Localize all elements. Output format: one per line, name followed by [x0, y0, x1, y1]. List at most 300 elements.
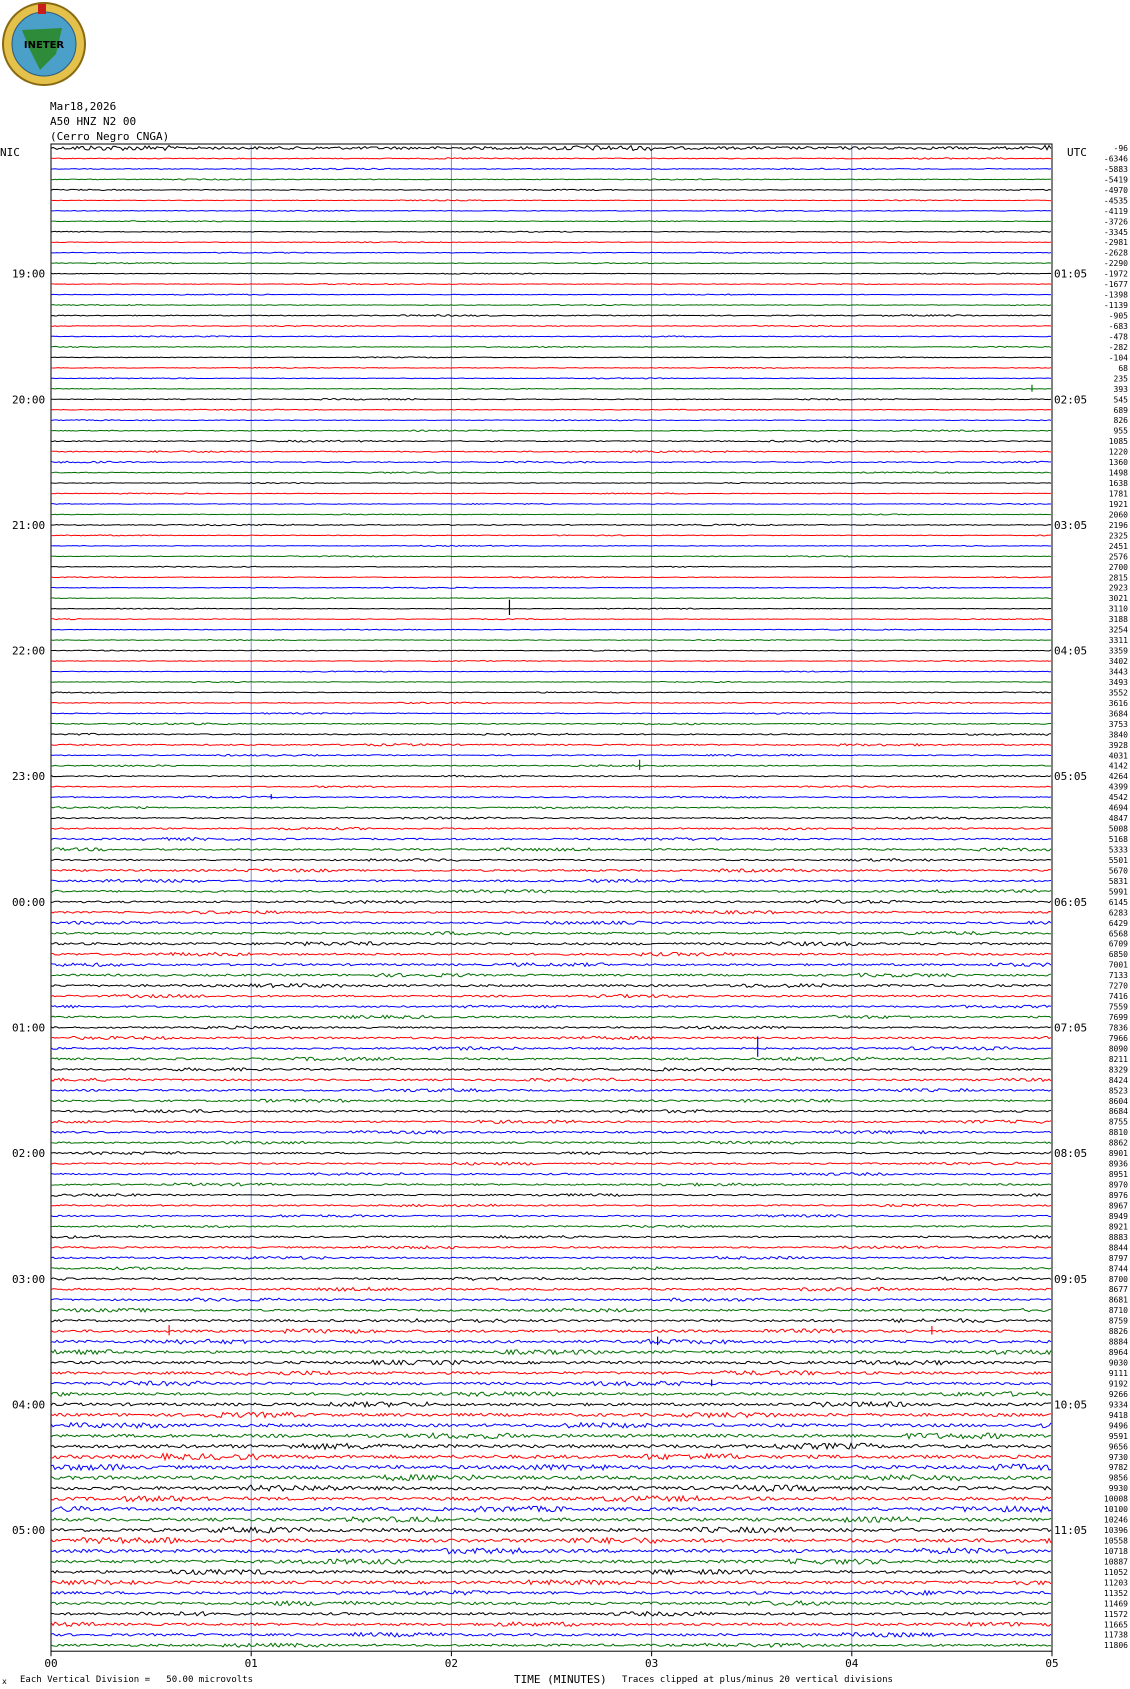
- seismic-trace: [51, 723, 1051, 725]
- trace-offset-label: 6850: [1108, 950, 1128, 960]
- trace-offset-label: 8090: [1108, 1044, 1128, 1054]
- trace-offset-label: -1139: [1103, 301, 1128, 311]
- right-time-label: 06:05: [1054, 895, 1088, 909]
- station-label: (Cerro Negro CNGA): [50, 130, 170, 143]
- trace-offset-label: 2923: [1108, 583, 1128, 593]
- trace-offset-label: 8604: [1108, 1096, 1128, 1106]
- seismic-trace: [51, 1235, 1051, 1238]
- seismic-trace: [51, 210, 1051, 211]
- trace-offset-label: 9111: [1108, 1368, 1128, 1378]
- seismic-trace: [51, 388, 1051, 389]
- trace-offset-label: 1921: [1108, 499, 1128, 509]
- trace-offset-label: 11665: [1103, 1620, 1128, 1630]
- trace-offset-label: 689: [1113, 405, 1128, 415]
- right-time-label: 01:05: [1054, 267, 1088, 281]
- trace-offset-label: 3110: [1108, 604, 1128, 614]
- trace-offset-label: 8862: [1108, 1138, 1128, 1148]
- trace-offset-label: 3254: [1108, 625, 1128, 635]
- seismic-trace: [51, 775, 1051, 777]
- right-time-label: 05:05: [1054, 770, 1088, 784]
- seismic-trace: [51, 1506, 1051, 1512]
- trace-offset-label: 6429: [1108, 918, 1128, 928]
- seismic-trace: [51, 263, 1051, 264]
- seismic-trace: [51, 796, 1051, 798]
- trace-offset-label: 9856: [1108, 1473, 1128, 1483]
- trace-offset-label: 8826: [1108, 1327, 1128, 1337]
- seismic-trace: [51, 900, 1051, 903]
- trace-offset-label: 9591: [1108, 1431, 1128, 1441]
- trace-offset-label: 1638: [1108, 479, 1128, 489]
- seismic-trace: [51, 273, 1051, 274]
- seismic-trace: [51, 1622, 1051, 1626]
- seismic-trace: [51, 817, 1051, 819]
- trace-offset-label: 8964: [1108, 1348, 1128, 1358]
- trace-offset-label: 4031: [1108, 751, 1128, 761]
- seismic-trace: [51, 189, 1051, 190]
- seismic-trace: [51, 754, 1051, 756]
- trace-offset-label: 8677: [1108, 1285, 1128, 1295]
- left-time-label: 03:00: [12, 1272, 46, 1286]
- seismic-trace: [51, 827, 1051, 829]
- trace-offset-label: 11806: [1103, 1641, 1128, 1651]
- seismic-trace: [51, 1089, 1051, 1092]
- trace-offset-label: 2325: [1108, 531, 1128, 541]
- seismic-trace: [51, 1570, 1051, 1575]
- trace-offset-label: -1398: [1103, 290, 1128, 300]
- left-time-label: 23:00: [12, 770, 46, 784]
- trace-offset-label: -905: [1108, 311, 1128, 321]
- trace-offset-label: 8970: [1108, 1180, 1128, 1190]
- seismic-trace: [51, 1402, 1051, 1407]
- left-time-label: 21:00: [12, 518, 46, 532]
- seismic-trace: [51, 1162, 1051, 1165]
- trace-offset-label: 6709: [1108, 939, 1128, 949]
- seismic-trace: [51, 1601, 1051, 1605]
- trace-offset-label: 7966: [1108, 1033, 1128, 1043]
- seismic-trace: [51, 1360, 1051, 1365]
- seismic-trace: [51, 786, 1051, 788]
- clip-note: Traces clipped at plus/minus 20 vertical divisions: [622, 1675, 893, 1685]
- trace-offset-label: 4142: [1108, 761, 1128, 771]
- seismic-trace: [51, 1517, 1051, 1522]
- trace-offset-label: 3443: [1108, 667, 1128, 677]
- trace-offset-label: 1498: [1108, 468, 1128, 478]
- trace-offset-label: 8684: [1108, 1107, 1128, 1117]
- seismic-trace: [51, 451, 1051, 453]
- trace-offset-label: 4264: [1108, 772, 1128, 782]
- trace-offset-label: 9730: [1108, 1452, 1128, 1462]
- trace-offset-label: 8883: [1108, 1232, 1128, 1242]
- trace-offset-label: 10887: [1103, 1557, 1128, 1567]
- trace-offset-label: 5670: [1108, 866, 1128, 876]
- scale-note: Each Vertical Division = 50.00 microvolts: [20, 1675, 253, 1685]
- seismic-trace: [51, 1194, 1051, 1196]
- trace-offset-label: 8681: [1108, 1295, 1128, 1305]
- right-time-label: 10:05: [1054, 1398, 1088, 1412]
- seismic-trace: [51, 1454, 1051, 1460]
- seismic-trace: [51, 146, 1051, 151]
- seismic-trace: [51, 1131, 1051, 1134]
- seismic-trace: [51, 461, 1051, 463]
- trace-offset-label: 10008: [1103, 1494, 1128, 1504]
- trace-offset-label: -282: [1108, 342, 1128, 352]
- seismic-trace: [51, 1559, 1051, 1564]
- trace-offset-label: 4847: [1108, 814, 1128, 824]
- trace-offset-label: 8744: [1108, 1264, 1128, 1274]
- seismic-trace: [51, 472, 1051, 473]
- trace-offset-label: 9266: [1108, 1389, 1128, 1399]
- trace-offset-label: -4119: [1103, 206, 1128, 216]
- left-time-label: 00:00: [12, 895, 46, 909]
- trace-offset-label: 11052: [1103, 1567, 1128, 1577]
- right-time-label: 02:05: [1054, 393, 1088, 407]
- seismic-trace: [51, 744, 1051, 746]
- trace-offset-label: 10558: [1103, 1536, 1128, 1546]
- seismic-trace: [51, 1183, 1051, 1186]
- seismic-trace: [51, 367, 1051, 368]
- trace-offset-label: 5333: [1108, 845, 1128, 855]
- trace-offset-label: 7416: [1108, 992, 1128, 1002]
- trace-offset-label: 68: [1118, 363, 1128, 373]
- trace-offset-label: 8967: [1108, 1201, 1128, 1211]
- left-time-label: 05:00: [12, 1524, 46, 1538]
- trace-offset-label: 8700: [1108, 1274, 1128, 1284]
- seismic-trace: [51, 650, 1051, 651]
- trace-offset-label: 8951: [1108, 1170, 1128, 1180]
- trace-offset-label: 3021: [1108, 594, 1128, 604]
- seismic-trace: [51, 325, 1051, 326]
- seismic-trace: [51, 952, 1051, 956]
- seismic-trace: [51, 1036, 1051, 1039]
- trace-offset-label: 545: [1113, 395, 1128, 405]
- trace-offset-label: 7133: [1108, 971, 1128, 981]
- trace-offset-label: 9656: [1108, 1442, 1128, 1452]
- trace-offset-label: -2628: [1103, 248, 1128, 258]
- seismic-trace: [51, 984, 1051, 988]
- seismic-trace: [51, 294, 1051, 295]
- record-date: Mar18,2026: [50, 100, 117, 113]
- seismic-trace: [51, 158, 1051, 159]
- right-time-label: 07:05: [1054, 1021, 1088, 1035]
- trace-offset-label: 11738: [1103, 1630, 1128, 1640]
- right-time-label: 08:05: [1054, 1147, 1088, 1161]
- trace-offset-label: 9192: [1108, 1379, 1128, 1389]
- seismic-trace: [51, 252, 1051, 253]
- seismic-trace: [51, 1537, 1051, 1543]
- seismic-trace: [51, 942, 1051, 946]
- trace-offset-label: 8329: [1108, 1065, 1128, 1075]
- seismic-trace: [51, 838, 1051, 841]
- x-axis-title: TIME (MINUTES): [514, 1673, 607, 1686]
- seismic-trace: [51, 661, 1051, 662]
- seismic-trace: [51, 587, 1051, 588]
- seismic-trace: [51, 713, 1051, 714]
- seismic-trace: [51, 1350, 1051, 1355]
- seismic-trace: [51, 1423, 1051, 1428]
- trace-offset-label: 8936: [1108, 1159, 1128, 1169]
- trace-offset-label: -2981: [1103, 238, 1128, 248]
- seismic-trace: [51, 963, 1051, 967]
- trace-offset-label: -3726: [1103, 217, 1128, 227]
- trace-offset-label: 10100: [1103, 1505, 1128, 1515]
- trace-offset-label: -96: [1113, 144, 1128, 153]
- trace-offset-label: 6568: [1108, 929, 1128, 939]
- seismic-trace: [51, 493, 1051, 494]
- seismic-trace: [51, 357, 1051, 358]
- seismic-trace: [51, 733, 1051, 735]
- seismic-trace: [51, 1548, 1051, 1554]
- trace-offset-label: 2196: [1108, 520, 1128, 530]
- seismic-trace: [51, 1475, 1051, 1481]
- right-time-label: 03:05: [1054, 518, 1088, 532]
- seismic-trace: [51, 1110, 1051, 1113]
- seismic-trace: [51, 879, 1051, 882]
- trace-offset-label: 3311: [1108, 636, 1128, 646]
- seismic-trace: [51, 420, 1051, 421]
- trace-offset-label: 11469: [1103, 1599, 1128, 1609]
- trace-offset-label: 2060: [1108, 510, 1128, 520]
- seismic-trace: [51, 619, 1051, 620]
- trace-offset-label: 8810: [1108, 1128, 1128, 1138]
- seismic-trace: [51, 168, 1051, 169]
- trace-offset-label: 8921: [1108, 1222, 1128, 1232]
- seismic-trace: [51, 378, 1051, 379]
- trace-offset-label: 7270: [1108, 981, 1128, 991]
- trace-offset-label: 955: [1113, 426, 1128, 436]
- trace-offset-label: 7836: [1108, 1023, 1128, 1033]
- seismic-trace: [51, 859, 1051, 861]
- left-timezone-label: NIC: [0, 146, 20, 159]
- trace-offset-label: 9334: [1108, 1400, 1128, 1410]
- seismic-trace: [51, 608, 1051, 609]
- trace-offset-label: -3345: [1103, 227, 1128, 237]
- seismic-trace: [51, 1225, 1051, 1228]
- trace-offset-label: 4542: [1108, 793, 1128, 803]
- right-time-label: 09:05: [1054, 1272, 1088, 1286]
- trace-offset-label: 826: [1113, 416, 1128, 426]
- seismic-trace: [51, 681, 1051, 682]
- seismic-trace: [51, 1496, 1051, 1502]
- seismic-trace: [51, 1256, 1051, 1259]
- trace-offset-label: 8949: [1108, 1211, 1128, 1221]
- trace-offset-label: 8797: [1108, 1253, 1128, 1263]
- trace-offset-label: 8211: [1108, 1054, 1128, 1064]
- seismic-trace: [51, 1277, 1051, 1280]
- seismic-trace: [51, 1015, 1051, 1018]
- trace-offset-label: 10396: [1103, 1526, 1128, 1536]
- trace-offset-label: 8901: [1108, 1149, 1128, 1159]
- trace-offset-label: 8710: [1108, 1306, 1128, 1316]
- left-time-label: 01:00: [12, 1021, 46, 1035]
- seismic-trace: [51, 1643, 1051, 1647]
- trace-offset-label: 3616: [1108, 698, 1128, 708]
- seismic-trace: [51, 242, 1051, 243]
- seismic-trace: [51, 231, 1051, 232]
- seismic-trace: [51, 1381, 1051, 1386]
- seismic-trace: [51, 577, 1051, 578]
- trace-offset-label: 2576: [1108, 552, 1128, 562]
- seismic-trace: [51, 1173, 1051, 1176]
- trace-offset-label: 3402: [1108, 657, 1128, 667]
- trace-offset-label: 3928: [1108, 740, 1128, 750]
- x-tick-label: 01: [244, 1657, 258, 1671]
- seismic-trace: [51, 1433, 1051, 1439]
- trace-offset-label: 10246: [1103, 1515, 1128, 1525]
- footer-mark: x: [2, 1677, 7, 1686]
- x-tick-label: 03: [644, 1657, 659, 1671]
- trace-offset-label: 9496: [1108, 1421, 1128, 1431]
- trace-offset-label: 9930: [1108, 1484, 1128, 1494]
- trace-offset-label: 11352: [1103, 1588, 1128, 1598]
- seismic-trace: [51, 1412, 1051, 1417]
- trace-offset-label: 11572: [1103, 1609, 1128, 1619]
- seismic-trace: [51, 973, 1051, 977]
- seismic-trace: [51, 629, 1051, 630]
- seismic-trace: [51, 702, 1051, 703]
- seismic-trace: [51, 179, 1051, 180]
- trace-offset-label: 8976: [1108, 1191, 1128, 1200]
- seismic-trace: [51, 1464, 1051, 1470]
- trace-offset-label: -5419: [1103, 175, 1128, 185]
- right-timezone-label: UTC: [1067, 146, 1087, 159]
- trace-offset-label: -6346: [1103, 154, 1128, 164]
- left-time-label: 19:00: [12, 267, 46, 281]
- seismic-trace: [51, 911, 1051, 914]
- trace-offset-label: 9418: [1108, 1410, 1128, 1420]
- trace-offset-label: -478: [1108, 332, 1128, 342]
- channel-label: A50 HNZ N2 00: [50, 115, 137, 128]
- seismic-trace: [51, 1319, 1051, 1323]
- seismic-trace: [51, 1246, 1051, 1249]
- seismic-trace: [51, 1078, 1051, 1081]
- trace-offset-label: -4970: [1103, 185, 1128, 195]
- seismic-trace: [51, 994, 1051, 997]
- x-tick-label: 05: [1045, 1657, 1059, 1671]
- seismic-trace: [51, 1215, 1051, 1217]
- seismic-trace: [51, 1443, 1051, 1449]
- seismic-trace: [51, 1141, 1051, 1144]
- trace-offset-label: 8424: [1108, 1075, 1128, 1085]
- seismic-trace: [51, 1099, 1051, 1102]
- seismic-trace: [51, 1287, 1051, 1291]
- seismic-trace: [51, 556, 1051, 557]
- trace-offset-label: -5883: [1103, 164, 1128, 174]
- trace-offset-label: -104: [1108, 353, 1128, 363]
- trace-offset-label: 3493: [1108, 677, 1128, 687]
- seismic-trace: [51, 1633, 1051, 1637]
- trace-offset-label: 7001: [1108, 960, 1128, 970]
- seismic-trace: [51, 1057, 1051, 1061]
- right-time-label: 11:05: [1054, 1524, 1088, 1538]
- seismic-trace: [51, 305, 1051, 306]
- seismic-trace: [51, 765, 1051, 767]
- seismic-trace: [51, 503, 1051, 504]
- trace-offset-label: 5501: [1108, 855, 1128, 865]
- seismic-trace: [51, 524, 1051, 526]
- trace-offset-label: 6145: [1108, 897, 1128, 907]
- seismic-trace: [51, 1267, 1051, 1270]
- trace-offset-label: 5991: [1108, 887, 1128, 897]
- seismic-trace: [51, 1612, 1051, 1616]
- trace-offset-label: 3840: [1108, 730, 1128, 740]
- seismic-trace: [51, 1005, 1051, 1008]
- trace-offset-label: 9030: [1108, 1358, 1128, 1368]
- trace-offset-label: -4535: [1103, 196, 1128, 206]
- seismic-trace: [51, 315, 1051, 317]
- trace-offset-label: 8755: [1108, 1117, 1128, 1127]
- seismic-trace: [51, 1329, 1051, 1333]
- seismic-trace: [51, 921, 1051, 924]
- trace-offset-label: -683: [1108, 321, 1128, 331]
- trace-offset-label: 5168: [1108, 835, 1128, 845]
- seismic-trace: [51, 1392, 1051, 1397]
- seismic-trace: [51, 1591, 1051, 1596]
- seismic-trace: [51, 640, 1051, 641]
- seismic-trace: [51, 671, 1051, 672]
- seismic-trace: [51, 1204, 1051, 1206]
- seismic-trace: [51, 1152, 1051, 1155]
- trace-offset-label: 11203: [1103, 1578, 1128, 1588]
- seismic-trace: [51, 1339, 1051, 1344]
- trace-offset-label: 4399: [1108, 782, 1128, 792]
- trace-offset-label: 2700: [1108, 562, 1128, 572]
- left-time-label: 02:00: [12, 1147, 46, 1161]
- trace-offset-label: 3753: [1108, 719, 1128, 729]
- logo-text: INETER: [23, 40, 65, 51]
- seismic-trace: [51, 931, 1051, 934]
- trace-offset-label: 2815: [1108, 573, 1128, 583]
- seismic-trace: [51, 430, 1051, 431]
- seismic-trace: [51, 514, 1051, 515]
- seismic-trace: [51, 336, 1051, 337]
- trace-offset-label: 5008: [1108, 824, 1128, 834]
- seismic-trace: [51, 440, 1051, 442]
- seismic-trace: [51, 1580, 1051, 1585]
- seismic-trace: [51, 566, 1051, 567]
- trace-offset-label: 4694: [1108, 803, 1128, 813]
- trace-offset-label: 7559: [1108, 1002, 1128, 1012]
- trace-offset-label: -1677: [1103, 280, 1128, 290]
- seismic-trace: [51, 890, 1051, 893]
- x-tick-label: 02: [444, 1657, 459, 1671]
- left-time-label: 20:00: [12, 393, 46, 407]
- seismic-trace: [51, 399, 1051, 400]
- trace-offset-label: 8523: [1108, 1086, 1128, 1096]
- seismic-trace: [51, 1068, 1051, 1071]
- trace-offset-label: 235: [1113, 374, 1128, 384]
- trace-offset-label: 1360: [1108, 458, 1128, 468]
- seismic-trace: [51, 1298, 1051, 1301]
- trace-offset-label: 1085: [1108, 437, 1128, 447]
- seismic-trace: [51, 409, 1051, 410]
- seismic-trace: [51, 1026, 1051, 1029]
- trace-offset-label: 1220: [1108, 447, 1128, 457]
- seismic-trace: [51, 598, 1051, 599]
- seismic-trace: [51, 221, 1051, 222]
- seismic-trace: [51, 1485, 1051, 1491]
- seismic-trace: [51, 200, 1051, 201]
- x-tick-label: 04: [845, 1657, 859, 1671]
- trace-offset-label: 8759: [1108, 1316, 1128, 1326]
- trace-offset-label: 8844: [1108, 1243, 1128, 1253]
- seismic-trace: [51, 1120, 1051, 1123]
- trace-offset-label: 393: [1113, 384, 1128, 394]
- x-tick-label: 00: [44, 1657, 58, 1671]
- trace-offset-label: 10718: [1103, 1546, 1128, 1556]
- trace-offset-label: -1972: [1103, 269, 1128, 279]
- trace-offset-label: 1781: [1108, 489, 1128, 499]
- seismic-trace: [51, 346, 1051, 347]
